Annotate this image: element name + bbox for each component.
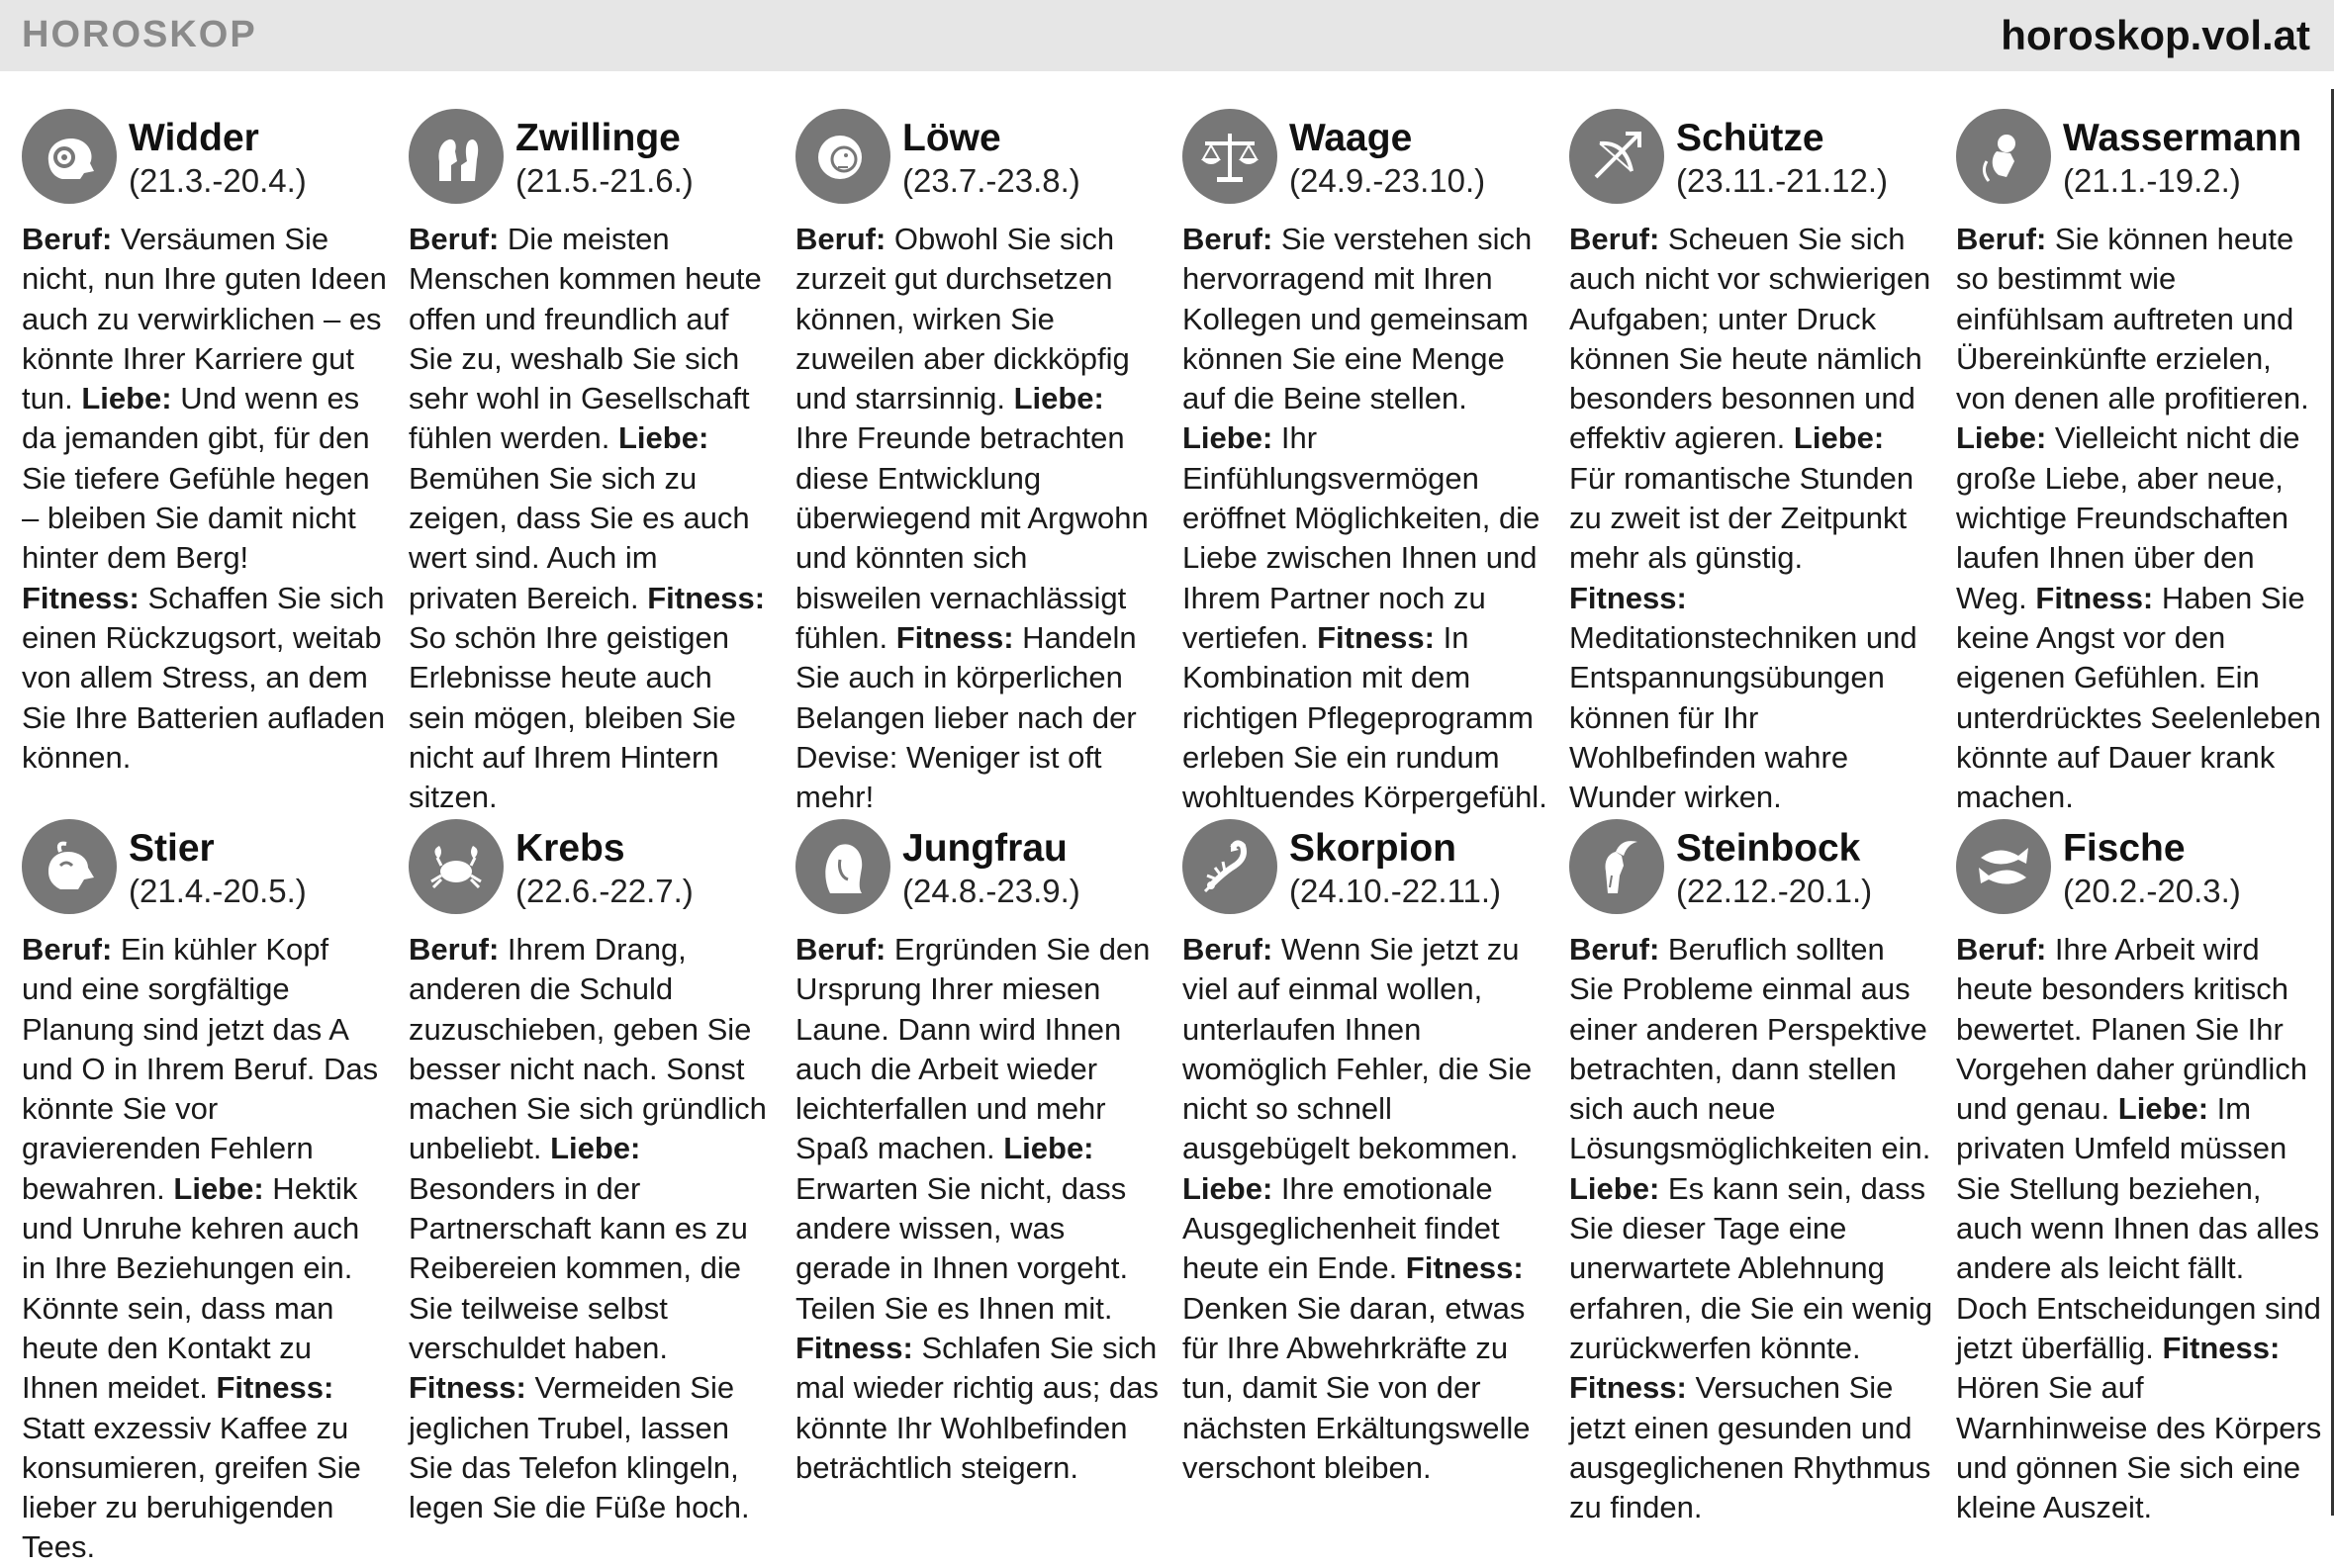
fitness-label: Fitness: [409, 1370, 526, 1406]
fitness-label: Fitness: [22, 580, 140, 615]
liebe-label: Liebe: [2117, 1091, 2209, 1127]
sign-steinbock [1569, 819, 1956, 1525]
sign-text [1569, 930, 1935, 1527]
sign-text [409, 930, 775, 1527]
fitness-label: Fitness: [1569, 580, 1687, 615]
sign-dates: (20.2.-20.3.) [2063, 873, 2241, 909]
sign-fische [1956, 819, 2334, 1525]
beruf-text: Die meisten Menschen kommen heute offen und freundlich auf Sie zu, weshalb Sie sich sehr wohl in Gesellschaft fühlen werden. [409, 222, 762, 456]
liebe-label: Liebe: [1182, 1170, 1273, 1206]
liebe-text: Besonders in der Partnerschaft kann es zu Reibereien kommen, die Sie teilweise selbst verschuldet haben. [409, 1170, 748, 1365]
liebe-label: Liebe: [1003, 1131, 1094, 1166]
lion-icon [795, 109, 890, 204]
sign-dates: (21.4.-20.5.) [129, 873, 307, 909]
liebe-text: Ihre emotionale Ausgeglichenheit findet heute ein Ende. [1182, 1170, 1500, 1286]
archer-icon [1569, 109, 1664, 204]
sign-schuetze [1569, 109, 1956, 819]
fitness-label: Fitness: [2162, 1330, 2281, 1365]
page-title: HOROSKOP [22, 14, 257, 55]
beruf-label: Beruf: [22, 222, 113, 256]
sign-text [1182, 220, 1548, 817]
sign-wassermann [1956, 109, 2334, 819]
fitness-label: Fitness: [647, 580, 766, 615]
liebe-text: Ihr Einfühlungsvermögen eröffnet Möglichkeiten, die Liebe zwischen Ihnen und Ihrem Partner noch zu vertiefen. [1182, 420, 1540, 655]
sign-dates: (24.9.-23.10.) [1289, 162, 1486, 199]
sign-dates: (21.1.-19.2.) [2063, 162, 2241, 199]
beruf-text: Ein kühler Kopf und eine sorgfältige Planung sind jetzt das A und O in Ihrem Beruf. Das könnte Sie vor gravierenden Fehlern bewahren. [22, 932, 379, 1206]
sign-text [1182, 930, 1548, 1488]
sign-name: Skorpion [1289, 827, 1457, 870]
sign-name: Waage [1289, 117, 1413, 159]
sign-name: Stier [129, 827, 215, 870]
sign-text [1956, 930, 2322, 1527]
fitness-text: Schaffen Sie sich einen Rückzugsort, weitab von allem Stress, an dem Sie Ihre Batterien aufladen können. [22, 580, 386, 775]
sign-dates: (22.12.-20.1.) [1676, 873, 1873, 909]
fitness-label: Fitness: [1405, 1250, 1524, 1286]
beruf-text: Beruflich sollten Sie Probleme einmal aus einer anderen Perspektive betrachten, dann stellen sich auch neue Lösungsmöglichkeiten ein. [1569, 932, 1931, 1166]
beruf-label: Beruf: [1182, 222, 1273, 256]
beruf-text: Scheuen Sie sich auch nicht vor schwierigen Aufgaben; unter Druck können Sie heute nämlich besonders besonnen und effektiv agieren. [1569, 222, 1931, 456]
header-bar [0, 0, 2334, 71]
sign-dates: (23.11.-21.12.) [1676, 162, 1889, 199]
fitness-label: Fitness: [216, 1370, 334, 1406]
sign-widder [22, 109, 409, 819]
fitness-label: Fitness: [795, 1330, 913, 1365]
fitness-text: Schlafen Sie sich mal wieder richtig aus; das könnte Ihr Wohlbefinden beträchtlich steigern. [795, 1330, 1159, 1485]
liebe-text: Hektik und Unruhe kehren auch in Ihre Beziehungen ein. Könnte sein, dass man heute den Kontakt zu Ihnen meidet. [22, 1170, 360, 1406]
liebe-label: Liebe: [550, 1131, 641, 1166]
sign-name: Widder [129, 117, 259, 159]
twins-icon [409, 109, 504, 204]
beruf-text: Ihre Arbeit wird heute besonders kritisch bewertet. Planen Sie Ihr Vorgehen daher gründlich und genau. [1956, 932, 2308, 1127]
sign-text [22, 930, 388, 1568]
liebe-label: Liebe: [1569, 1170, 1660, 1206]
liebe-label: Liebe: [81, 381, 172, 416]
liebe-text: Bemühen Sie sich zu zeigen, dass Sie es auch wert sind. Auch im privaten Bereich. [409, 460, 750, 615]
sign-text [795, 930, 1162, 1488]
liebe-label: Liebe: [173, 1170, 264, 1206]
scorpion-icon [1182, 819, 1277, 914]
sign-name: Zwillinge [515, 117, 681, 159]
sign-dates: (21.5.-21.6.) [515, 162, 694, 199]
fitness-label: Fitness: [1317, 619, 1435, 655]
fish-icon [1956, 819, 2051, 914]
fitness-text: Vermeiden Sie jeglichen Trubel, lassen Sie das Telefon klingeln, legen Sie die Füße hoch. [409, 1370, 750, 1525]
beruf-label: Beruf: [1569, 932, 1660, 967]
sign-name: Löwe [902, 117, 1001, 159]
sign-zwillinge [409, 109, 795, 819]
fitness-text: Denken Sie daran, etwas für Ihre Abwehrkräfte zu tun, damit Sie von der nächsten Erkältungswelle verschont bleiben. [1182, 1290, 1531, 1485]
beruf-text: Sie können heute so bestimmt wie einfühlsam auftreten und Übereinkünfte erzielen, von denen alle profitieren. [1956, 222, 2309, 416]
beruf-text: Versäumen Sie nicht, nun Ihre guten Ideen auch zu verwirklichen – es könnte Ihrer Karriere gut tun. [22, 222, 387, 416]
liebe-text: Ihre Freunde betrachten diese Entwicklung überwiegend mit Argwohn und könnten sich bisweilen vernachlässigt fühlen. [795, 420, 1149, 655]
liebe-label: Liebe: [617, 420, 709, 456]
beruf-label: Beruf: [795, 932, 887, 967]
fitness-text: Hören Sie auf Warnhinweise des Körpers und gönnen Sie sich eine kleine Auszeit. [1956, 1370, 2322, 1525]
sign-name: Fische [2063, 827, 2186, 870]
liebe-label: Liebe: [1013, 381, 1104, 416]
water-bearer-icon [1956, 109, 2051, 204]
horoscope-grid [22, 109, 2322, 1565]
sign-text [795, 220, 1162, 817]
beruf-label: Beruf: [409, 222, 500, 256]
sign-dates: (23.7.-23.8.) [902, 162, 1080, 199]
liebe-text: Es kann sein, dass Sie dieser Tage eine unerwartete Ablehnung erfahren, die Sie ein wenig zurückwerfen könnte. [1569, 1170, 1933, 1365]
beruf-text: Sie verstehen sich hervorragend mit Ihren Kollegen und gemeinsam können Sie eine Menge auf die Beine stellen. [1182, 222, 1533, 416]
sign-loewe [795, 109, 1182, 819]
beruf-label: Beruf: [795, 222, 887, 256]
sign-name: Krebs [515, 827, 625, 870]
fitness-text: So schön Ihre geistigen Erlebnisse heute auch sein mögen, bleiben Sie nicht auf Ihrem Hintern sitzen. [409, 619, 736, 815]
beruf-text: Ihrem Drang, anderen die Schuld zuzuschieben, geben Sie besser nicht nach. Sonst machen Sie sich gründlich unbeliebt. [409, 932, 767, 1166]
sign-waage [1182, 109, 1569, 819]
fitness-label: Fitness: [1569, 1370, 1687, 1406]
goat-icon [1569, 819, 1664, 914]
fitness-text: Statt exzessiv Kaffee zu konsumieren, greifen Sie lieber zu beruhigenden Tees. [22, 1410, 361, 1565]
liebe-text: Im privaten Umfeld müssen Sie Stellung beziehen, auch wenn Ihnen das alles andere als leicht fällt. Doch Entscheidungen sind jetzt überfällig. [1956, 1091, 2321, 1365]
sign-name: Steinbock [1676, 827, 1861, 870]
sign-name: Schütze [1676, 117, 1824, 159]
virgin-icon [795, 819, 890, 914]
beruf-text: Wenn Sie jetzt zu viel auf einmal wollen, unterlaufen Ihnen womöglich Fehler, die Sie nicht so schnell ausgebügelt bekommen. [1182, 932, 1533, 1166]
sign-name: Jungfrau [902, 827, 1068, 870]
fitness-text: Meditationstechniken und Entspannungsübungen können für Ihr Wohlbefinden wahre Wunder wirken. [1569, 619, 1917, 815]
fitness-label: Fitness: [2035, 580, 2154, 615]
bull-icon [22, 819, 117, 914]
fitness-text: Versuchen Sie jetzt einen gesunden und ausgeglichenen Rhythmus zu finden. [1569, 1370, 1931, 1525]
fitness-label: Fitness: [895, 619, 1014, 655]
sign-dates: (24.10.-22.11.) [1289, 873, 1502, 909]
sign-jungfrau [795, 819, 1182, 1504]
liebe-text: Erwarten Sie nicht, dass andere wissen, was gerade in Ihnen vorgeht. Teilen Sie es Ihnen mit. [795, 1170, 1129, 1326]
scales-icon [1182, 109, 1277, 204]
sign-dates: (24.8.-23.9.) [902, 873, 1080, 909]
liebe-text: Vielleicht nicht die große Liebe, aber neue, wichtige Freundschaften laufen Ihnen über den Weg. [1956, 420, 2300, 615]
site-link[interactable]: horoskop.vol.at [2001, 12, 2310, 58]
liebe-label: Liebe: [1182, 420, 1273, 456]
beruf-label: Beruf: [1182, 932, 1273, 967]
sign-stier [22, 819, 409, 1565]
beruf-text: Ergründen Sie den Ursprung Ihrer miesen Laune. Dann wird Ihnen auch die Arbeit wieder leichterfallen und mehr Spaß machen. [795, 932, 1151, 1166]
sign-dates: (22.6.-22.7.) [515, 873, 694, 909]
liebe-text: Und wenn es da jemanden gibt, für den Sie tiefere Gefühle hegen – bleiben Sie damit nicht hinter dem Berg! [22, 381, 370, 576]
sign-dates: (21.3.-20.4.) [129, 162, 307, 199]
ram-icon [22, 109, 117, 204]
beruf-text: Obwohl Sie sich zurzeit gut durchsetzen können, wirken Sie zuweilen aber dickköpfig und starrsinnig. [795, 222, 1130, 416]
liebe-text: Für romantische Stunden zu zweit ist der Zeitpunkt mehr als günstig. [1569, 460, 1914, 576]
beruf-label: Beruf: [22, 932, 113, 967]
sign-text [409, 220, 775, 817]
sign-name: Wassermann [2063, 117, 2302, 159]
beruf-label: Beruf: [1956, 222, 2047, 256]
sign-text [1956, 220, 2322, 817]
crab-icon [409, 819, 504, 914]
liebe-label: Liebe: [1793, 420, 1885, 456]
beruf-label: Beruf: [1569, 222, 1660, 256]
sign-text [22, 220, 388, 778]
fitness-text: Handeln Sie auch in körperlichen Belangen lieber nach der Devise: Weniger ist oft mehr! [795, 619, 1137, 815]
liebe-label: Liebe: [1956, 420, 2047, 456]
beruf-label: Beruf: [409, 932, 500, 967]
sign-skorpion [1182, 819, 1569, 1504]
sign-text [1569, 220, 1935, 817]
fitness-text: In Kombination mit dem richtigen Pflegeprogramm erleben Sie ein rundum wohltuendes Körpergefühl. [1182, 619, 1547, 815]
sign-krebs [409, 819, 795, 1525]
beruf-label: Beruf: [1956, 932, 2047, 967]
fitness-text: Haben Sie keine Angst vor den eigenen Gefühlen. Ein unterdrücktes Seelenleben könnte auf Dauer krank machen. [1956, 580, 2321, 815]
